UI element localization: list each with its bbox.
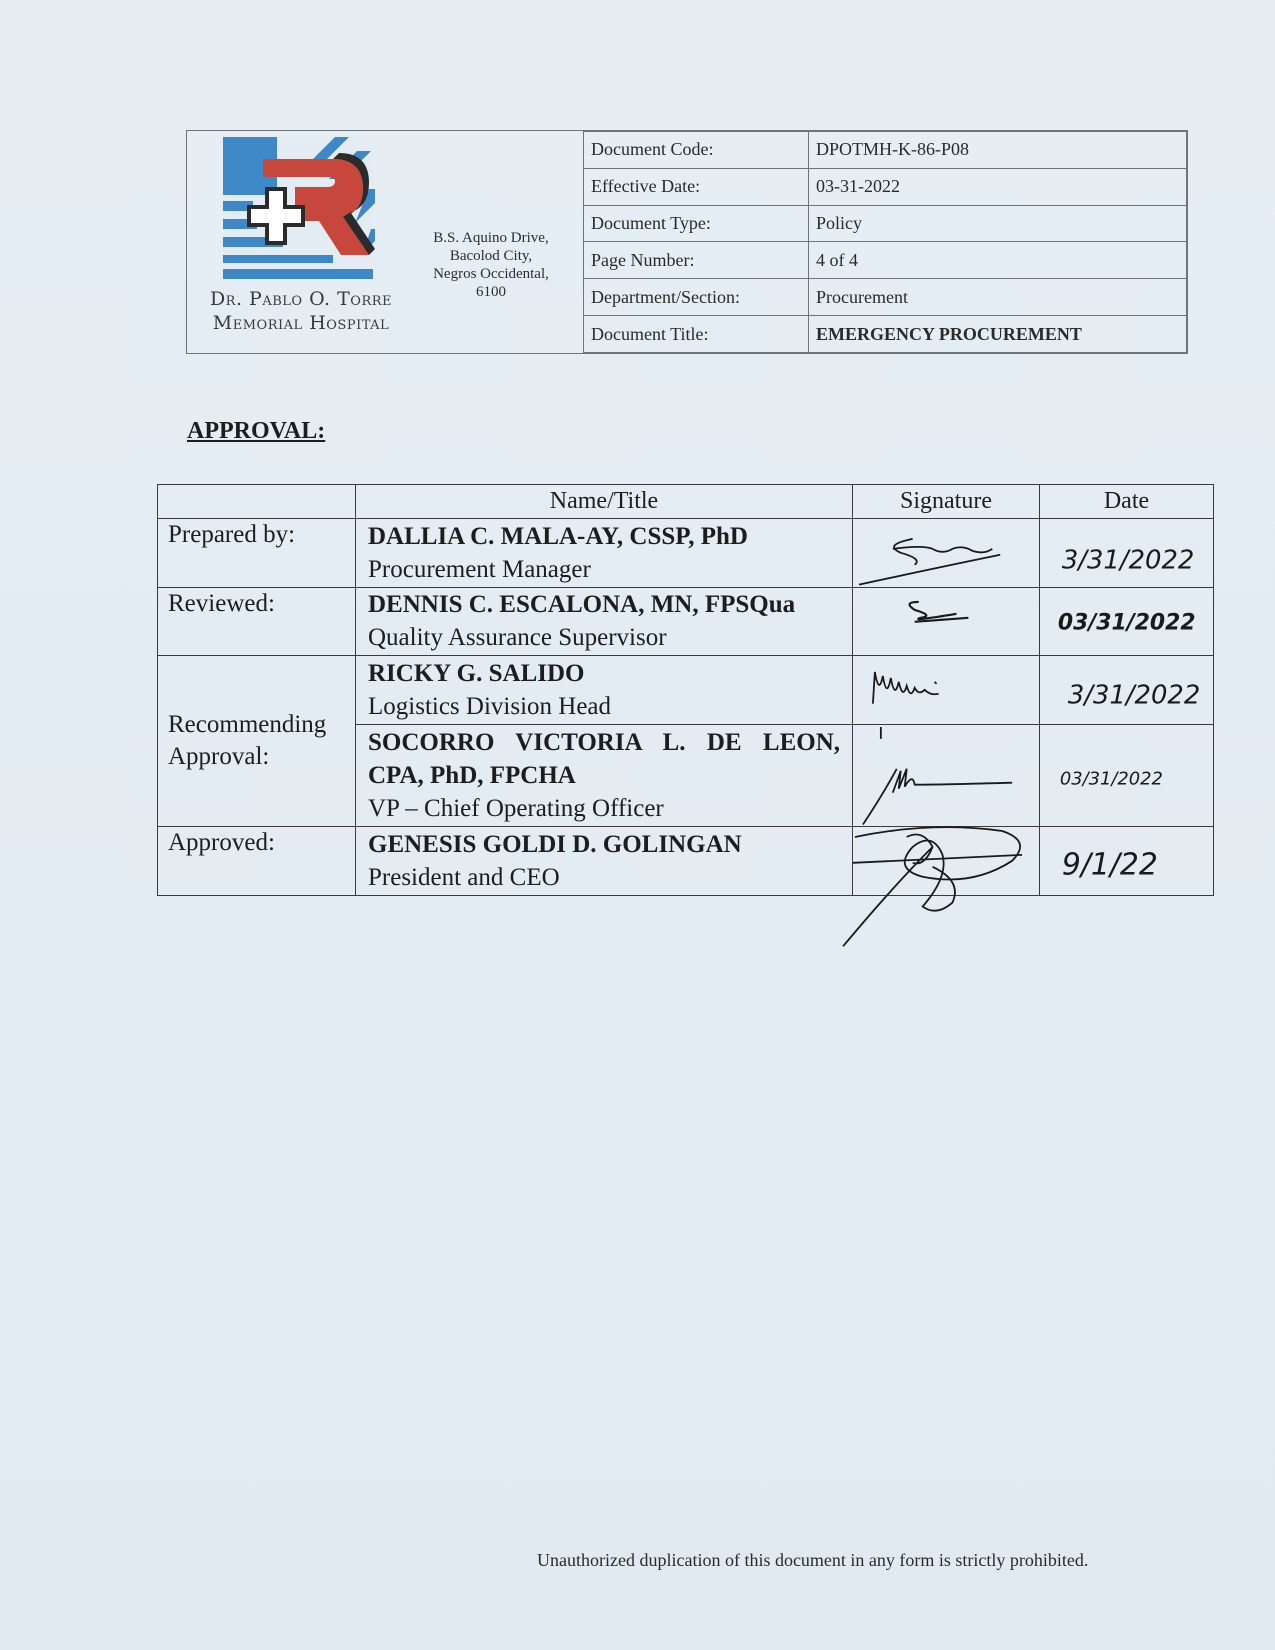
signature-prepared: [853, 519, 1039, 587]
meta-label: Document Title:: [584, 316, 809, 353]
person-title: VP – Chief Operating Officer: [368, 795, 664, 823]
hospital-address: [411, 229, 571, 301]
signature-cell: [853, 724, 1040, 826]
person-name: DALLIA C. MALA-AY, CSSP, PhD: [368, 522, 748, 550]
role-column-header: [158, 485, 356, 519]
meta-label: Document Type:: [584, 205, 809, 242]
role-label-line2: Approval:: [168, 743, 270, 771]
signature-column-header: Signature: [853, 485, 1040, 519]
signature-cell: [853, 587, 1040, 656]
approval-header-row: [158, 485, 1214, 519]
meta-label: Department/Section:: [584, 279, 809, 316]
person-name: RICKY G. SALIDO: [368, 660, 585, 688]
person-title: Logistics Division Head: [368, 693, 612, 721]
person-title: President and CEO: [368, 864, 560, 892]
meta-row: [584, 132, 1187, 169]
address-line1: B.S. Aquino Drive,: [433, 230, 549, 246]
role-label: Prepared by:: [158, 519, 356, 588]
person-name: GENESIS GOLDI D. GOLINGAN: [368, 831, 742, 859]
meta-value: EMERGENCY PROCUREMENT: [809, 316, 1187, 353]
meta-value: DPOTMH-K-86-P08: [809, 132, 1187, 169]
signature-reviewed: [853, 588, 1039, 656]
signature-cell: [853, 519, 1040, 588]
role-label-line1: Recommending: [168, 711, 327, 739]
document-header: [186, 130, 1188, 354]
date-cell: [1040, 587, 1214, 656]
person-cell: [356, 587, 853, 656]
handwritten-date: [1040, 519, 1213, 587]
meta-row: [584, 242, 1187, 279]
date-cell: [1040, 724, 1214, 826]
handwritten-date: [1040, 588, 1213, 656]
address-line4: 6100: [476, 284, 506, 300]
hospital-name-line2: Memorial Hospital: [212, 312, 390, 334]
person-name-line2: CPA, PhD, FPCHA: [368, 762, 576, 790]
role-label-recommending: [158, 656, 356, 827]
approval-row-reviewed: [158, 587, 1214, 656]
date-text: 3/31/2022: [1061, 545, 1195, 576]
date-text: 03/31/2022: [1059, 768, 1163, 790]
hospital-name-line1: Dr. Pablo O. Torre: [209, 288, 393, 310]
signature-recommending-1: [853, 656, 1039, 724]
date-cell: [1040, 656, 1214, 725]
handwritten-date: [1040, 656, 1213, 724]
handwritten-date: [1040, 827, 1213, 895]
signature-cell: [853, 656, 1040, 725]
meta-value: Policy: [809, 205, 1187, 242]
person-name-line1: SOCORRO VICTORIA L. DE LEON,: [368, 729, 840, 757]
hospital-name: [187, 287, 415, 335]
date-text: 03/31/2022: [1057, 610, 1196, 636]
name-title-column-header: Name/Title: [356, 485, 853, 519]
meta-label: Effective Date:: [584, 168, 809, 205]
date-column-header: Date: [1040, 485, 1214, 519]
approval-heading: APPROVAL:: [187, 418, 326, 444]
meta-row: [584, 279, 1187, 316]
person-cell: [356, 519, 853, 588]
person-cell: [356, 827, 853, 896]
approval-row-recommending-1: [158, 656, 1214, 725]
logo-cell: [187, 131, 584, 353]
document-meta-table: [583, 131, 1187, 353]
address-line3: Negros Occidental,: [433, 266, 549, 282]
date-cell: [1040, 519, 1214, 588]
meta-row: [584, 168, 1187, 205]
person-cell: [356, 656, 853, 725]
meta-value: 4 of 4: [809, 242, 1187, 279]
hospital-logo: [223, 137, 379, 285]
signature-recommending-2: [853, 725, 1039, 826]
meta-value: Procurement: [809, 279, 1187, 316]
role-label: Approved:: [158, 827, 356, 896]
approval-row-approved: [158, 827, 1214, 896]
role-label: Reviewed:: [158, 587, 356, 656]
meta-row: [584, 316, 1187, 353]
person-name: DENNIS C. ESCALONA, MN, FPSQua: [368, 591, 796, 619]
date-text: 9/1/22: [1061, 848, 1158, 884]
footer-note: Unauthorized duplication of this document in any form is strictly prohibited.: [537, 1550, 1089, 1570]
signature-approved: [853, 827, 1039, 895]
meta-row: [584, 205, 1187, 242]
meta-label: Page Number:: [584, 242, 809, 279]
approval-table: [157, 484, 1214, 896]
date-cell: [1040, 827, 1214, 896]
handwritten-date: [1040, 725, 1213, 826]
meta-value: 03-31-2022: [809, 168, 1187, 205]
person-title: Procurement Manager: [368, 555, 591, 583]
approval-row-prepared: [158, 519, 1214, 588]
person-cell: [356, 724, 853, 826]
address-line2: Bacolod City,: [449, 248, 533, 264]
date-text: 3/31/2022: [1067, 680, 1201, 711]
person-title: Quality Assurance Supervisor: [368, 624, 667, 652]
signature-cell: [853, 827, 1040, 896]
meta-label: Document Code:: [584, 132, 809, 169]
